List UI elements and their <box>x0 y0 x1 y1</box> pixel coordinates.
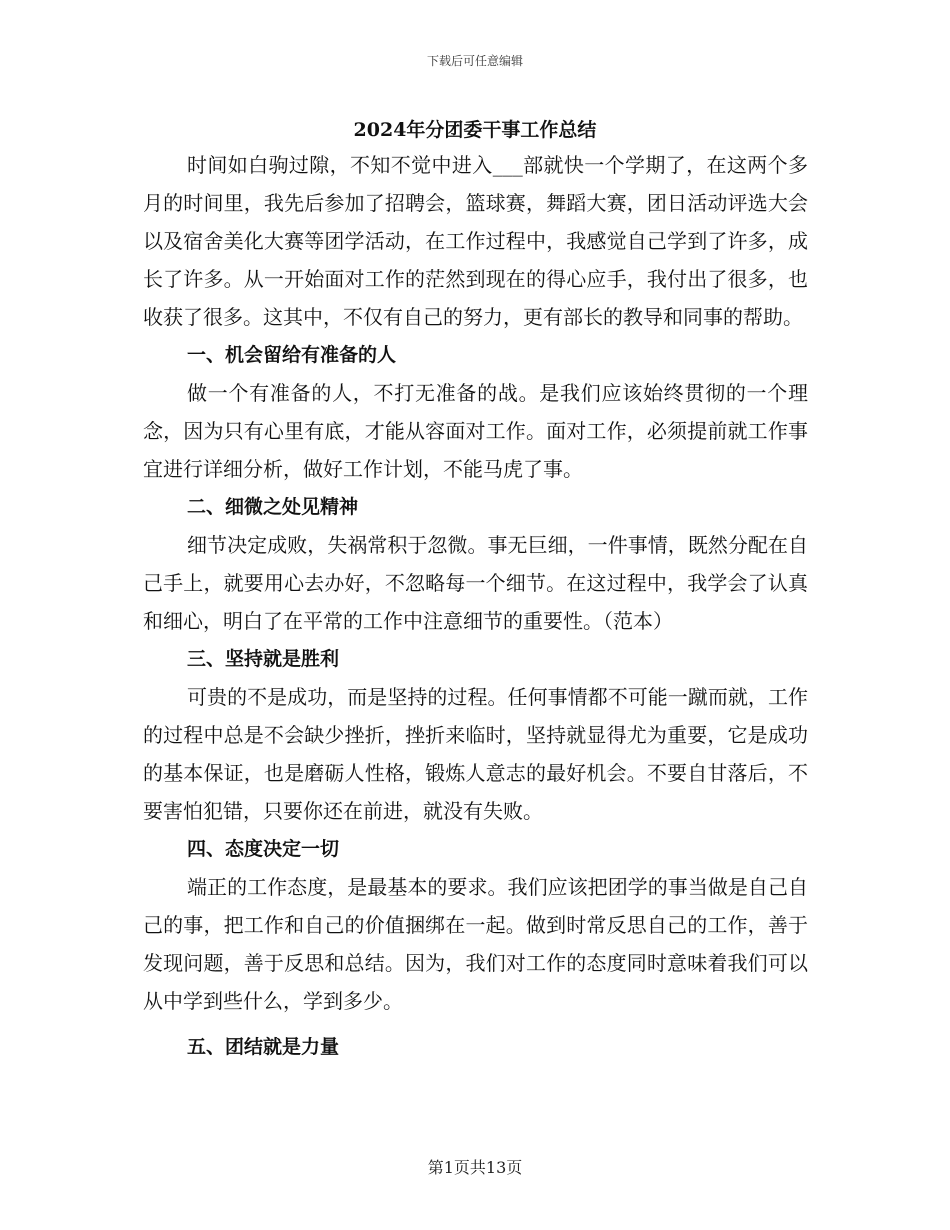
document-title: 2024年分团委干事工作总结 <box>353 119 597 141</box>
section-heading-2: 二、细微之处见精神 <box>187 496 359 518</box>
section-heading-3: 三、坚持就是胜利 <box>187 648 340 670</box>
section-heading-1: 一、机会留给有准备的人 <box>187 344 397 366</box>
page-header: 下载后可任意编辑 <box>426 54 523 68</box>
intro-paragraph: 时间如白驹过隙，不知不觉中进入___部就快一个学期了，在这两个多月的时间里，我先后参加了招聘会，篮球赛，舞蹈大赛，团日活动评选大会以及宿舍美化大赛等团学活动，在工作过程中，我感觉自己学到了许多，成长了许多。从一开始面对工作的茫然到现在的得心应手，我付出了很多，也收获了很多。这其中，不仅有自己的努力，更有部长的教导和同事的帮助。 <box>143 153 808 329</box>
section-heading-4: 四、态度决定一切 <box>187 838 340 860</box>
section-paragraph-4: 端正的工作态度，是最基本的要求。我们应该把团学的事当做是自己自己的事，把工作和自己的价值捆绑在一起。做到时常反思自己的工作，善于发现问题，善于反思和总结。因为，我们对工作的态度同时意味着我们可以从中学到些什么，学到多少。 <box>143 875 808 1013</box>
page-number: 第1页共13页 <box>427 1158 523 1177</box>
section-heading-5: 五、团结就是力量 <box>187 1036 340 1058</box>
document-body <box>143 146 808 1066</box>
section-paragraph-1: 做一个有准备的人，不打无准备的战。是我们应该始终贯彻的一个理念，因为只有心里有底，才能从容面对工作。面对工作，必须提前就工作事宜进行详细分析，做好工作计划，不能马虎了事。 <box>143 381 808 481</box>
section-paragraph-2: 细节决定成败，失祸常积于忽微。事无巨细，一件事情，既然分配在自己手上，就要用心去办好，不忽略每一个细节。在这过程中，我学会了认真和细心，明白了在平常的工作中注意细节的重要性。（范本） <box>143 533 808 633</box>
section-paragraph-3: 可贵的不是成功，而是坚持的过程。任何事情都不可能一蹴而就，工作的过程中总是不会缺少挫折，挫折来临时，坚持就显得尤为重要，它是成功的基本保证，也是磨砺人性格，锻炼人意志的最好机会。不要自甘落后，不要害怕犯错，只要你还在前进，就没有失败。 <box>143 685 808 823</box>
